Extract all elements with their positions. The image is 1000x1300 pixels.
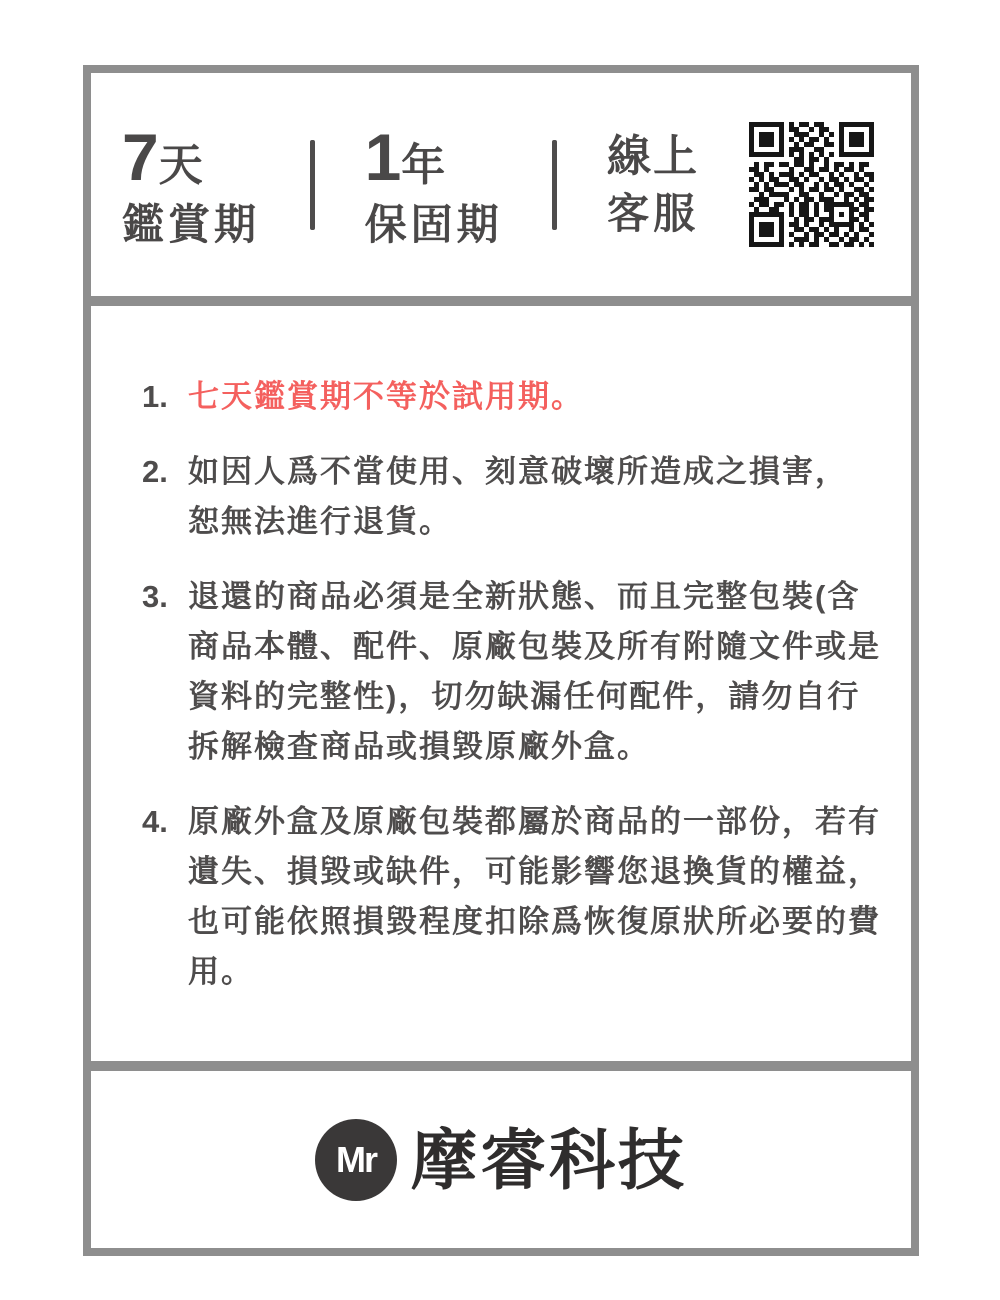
- policy-item-3-text: 退還的商品必須是全新狀態、而且完整包裝(含 商品本體、配件、原廠包裝及所有附隨文件或是 資料的完整性)，切勿缺漏任何配件，請勿自行 拆解檢查商品或損毀原廠外盒。: [188, 579, 881, 764]
- badge-warranty-number: 1: [364, 119, 402, 194]
- badge-online-support-label: 客服: [607, 189, 700, 237]
- policy-item-4-text: 原廠外盒及原廠包裝都屬於商品的一部份，若有 遺失、損毀或缺件，可能影響您退換貨的權益， 也可能依照損毀程度扣除爲恢復原狀所必要的費 用。: [188, 804, 881, 989]
- header-divider-2: [552, 140, 557, 230]
- brand-logo-monogram: Mr: [336, 1138, 376, 1180]
- online-support-qr-code: [749, 122, 874, 247]
- badge-return-period: [122, 119, 261, 248]
- policy-item-1: [142, 372, 911, 422]
- brand-logo-icon: [315, 1119, 397, 1201]
- badge-return-period-number: 7: [122, 119, 159, 194]
- badge-warranty-top: [364, 119, 503, 194]
- section-divider-bottom: [91, 1061, 911, 1071]
- badge-return-period-label: 鑑賞期: [122, 200, 261, 248]
- policy-item-1-text: 七天鑑賞期不等於試用期。: [188, 379, 584, 414]
- header-divider-1: [310, 140, 315, 230]
- policy-item-3-number: 3.: [142, 579, 168, 614]
- return-policy-list: [91, 306, 911, 1061]
- badge-return-period-unit: 天: [158, 140, 205, 190]
- brand-name: 摩睿科技: [411, 1122, 687, 1197]
- info-card-frame: [83, 65, 919, 1256]
- badge-online-support-top: [607, 131, 700, 181]
- badge-online-support-unit: 線上: [607, 131, 700, 181]
- guarantee-header: [91, 73, 911, 296]
- policy-item-2-text: 如因人爲不當使用、刻意破壞所造成之損害， 恕無法進行退貨。: [188, 454, 848, 539]
- badge-warranty-label: 保固期: [364, 200, 503, 248]
- section-divider-top: [91, 296, 911, 306]
- policy-item-2-number: 2.: [142, 454, 168, 489]
- policy-item-4: [142, 797, 911, 997]
- policy-item-4-number: 4.: [142, 804, 168, 839]
- badge-warranty-unit: 年: [401, 140, 448, 190]
- badge-warranty: [364, 119, 503, 248]
- policy-item-3: [142, 572, 911, 772]
- badge-return-period-top: [122, 119, 260, 194]
- badge-online-support: [607, 131, 700, 237]
- policy-item-1-number: 1.: [142, 379, 168, 414]
- brand-footer: [91, 1071, 911, 1248]
- policy-item-2: [142, 447, 911, 547]
